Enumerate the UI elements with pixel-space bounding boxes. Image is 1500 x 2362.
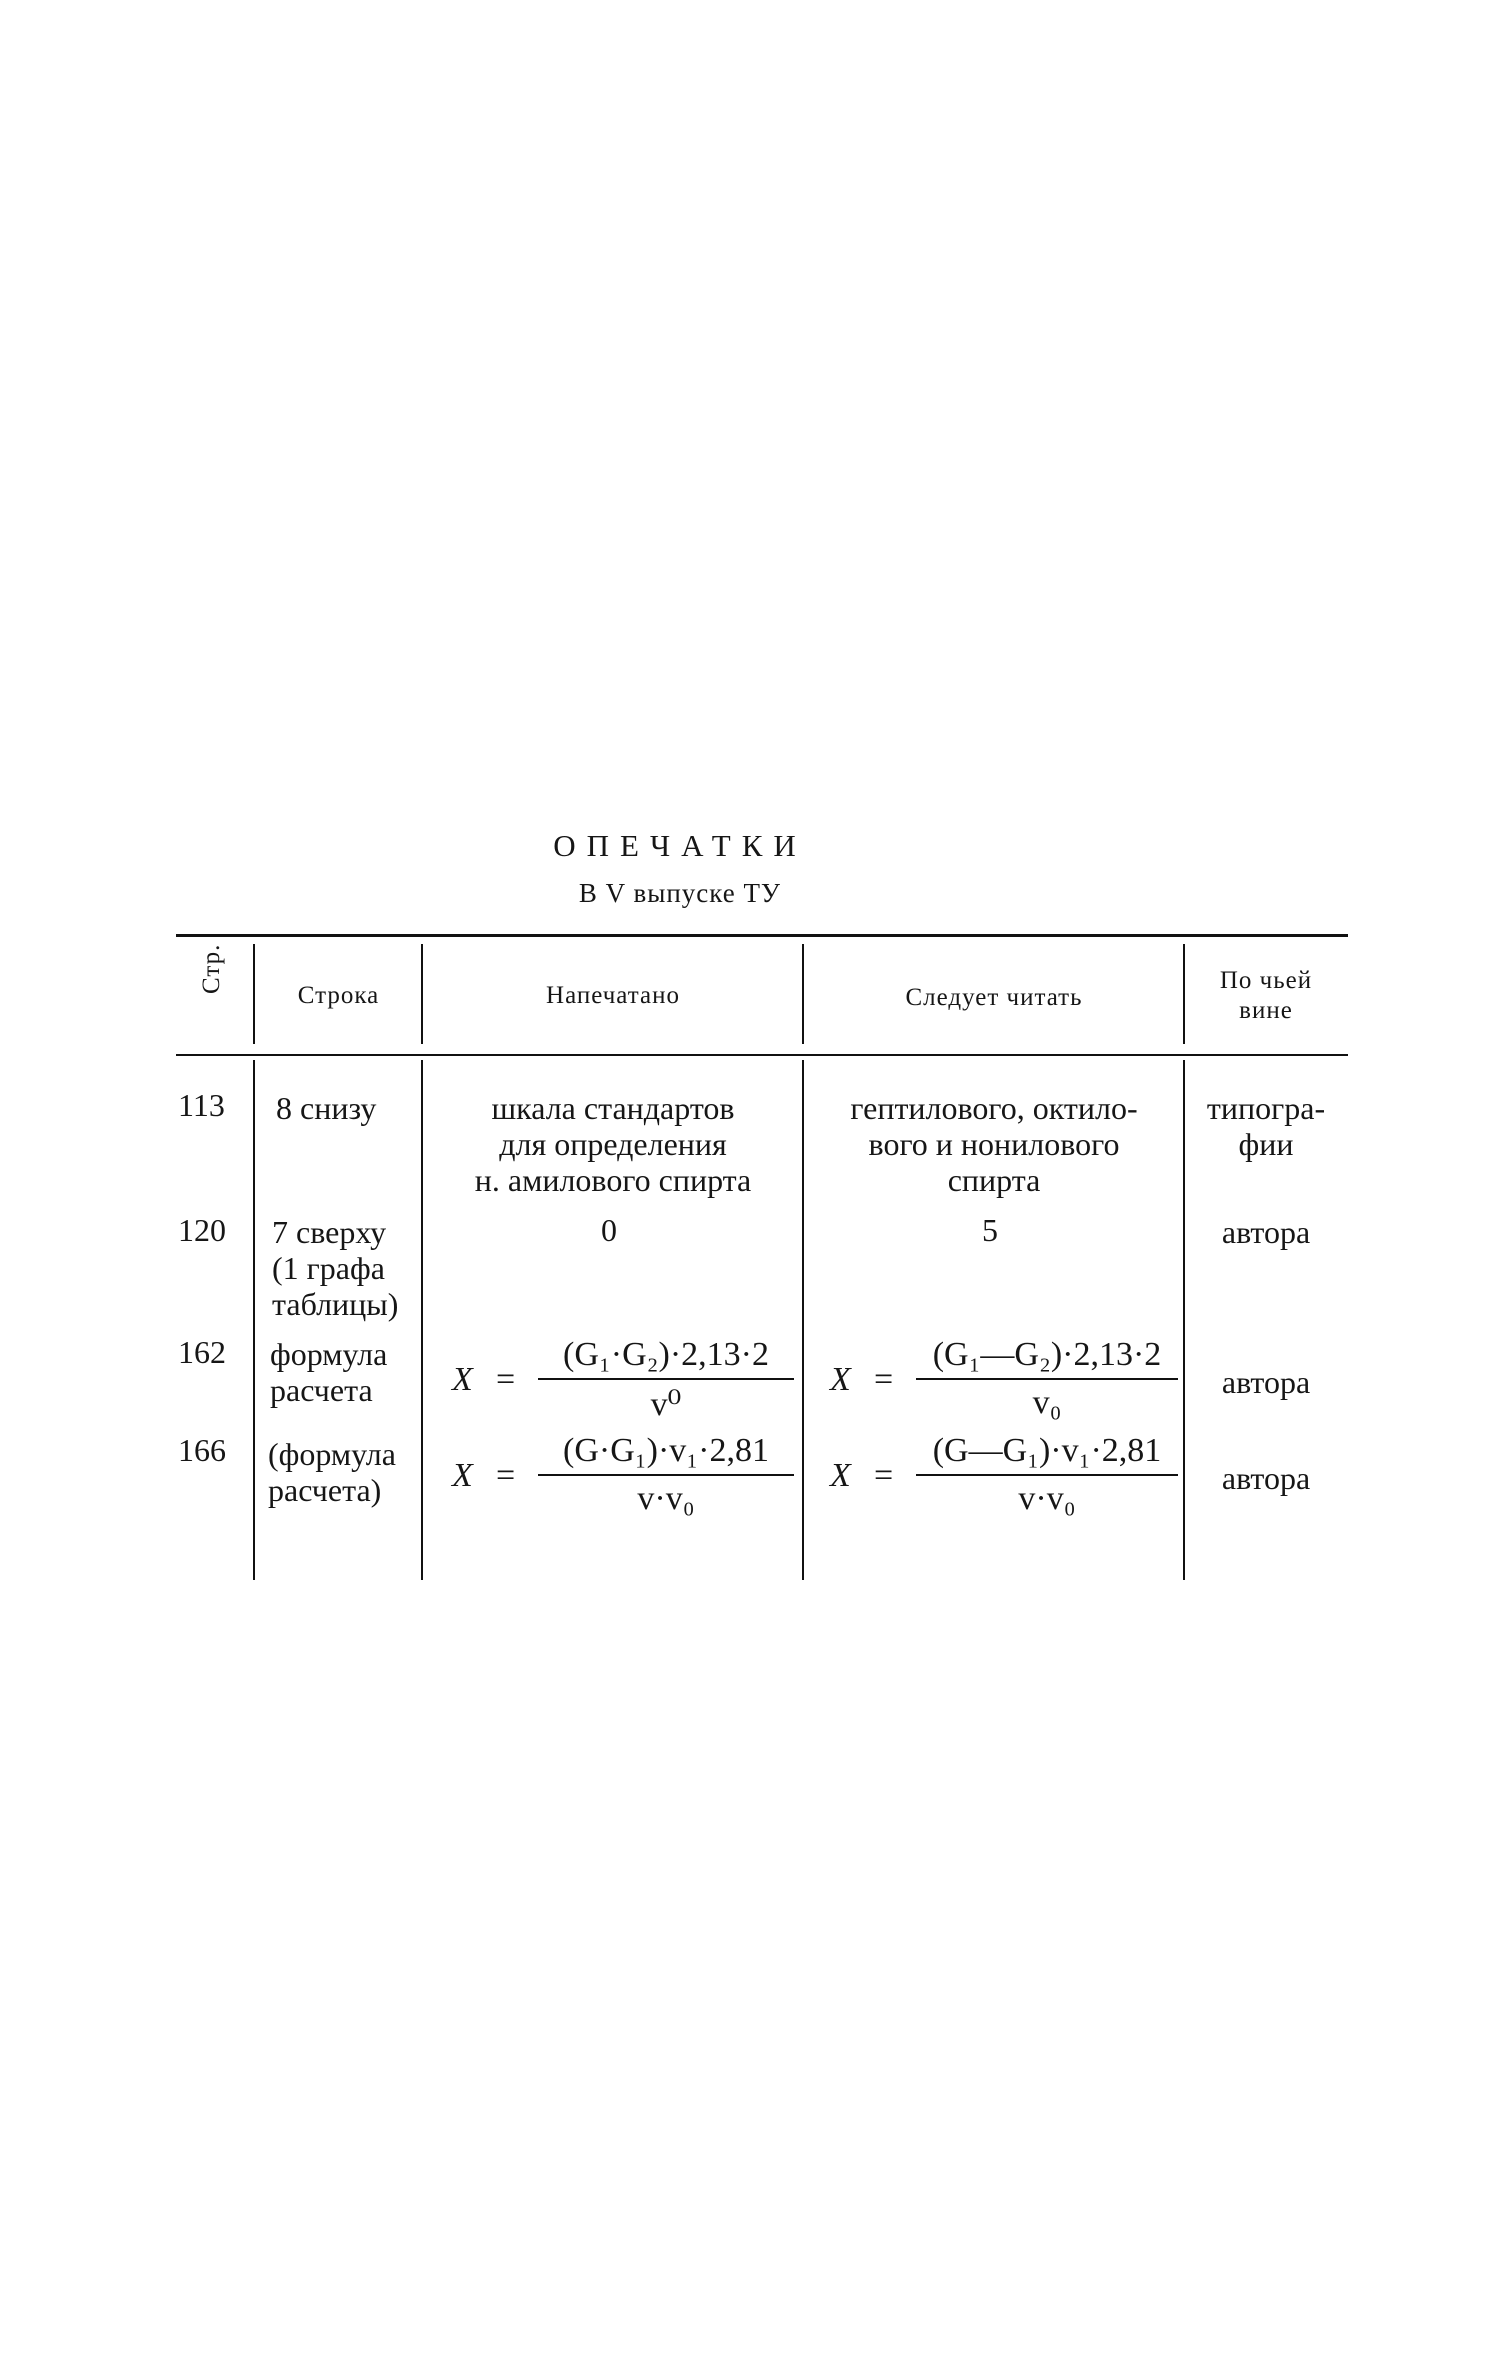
- row3-should-read-formula: [830, 1336, 1180, 1426]
- row4-should-read-formula: [830, 1432, 1180, 1522]
- row2-printed: 0: [601, 1212, 617, 1248]
- header-should-read: Следует читать: [905, 984, 1083, 1011]
- row2-fault: автора: [1221, 1214, 1311, 1250]
- row1-should-l3: спирта: [947, 1162, 1041, 1198]
- page-title: ОПЕЧАТКИ: [553, 828, 807, 863]
- row2-page: 120: [178, 1212, 226, 1248]
- formula-lhs: X: [452, 1361, 473, 1398]
- row4-line-l1: (формула: [268, 1436, 396, 1472]
- fraction-bar: [538, 1378, 794, 1380]
- row2-line-l1: 7 сверху: [272, 1214, 387, 1250]
- col-separator-4: [1183, 944, 1185, 1044]
- fraction-bar: [916, 1378, 1178, 1380]
- formula-numerator: (G—G₁)·v₁·2,81: [932, 1432, 1162, 1469]
- col-separator-2-body: [421, 1060, 423, 1580]
- col-separator-3-body: [802, 1060, 804, 1580]
- row2-should-read: 5: [982, 1212, 998, 1248]
- row1-should-l1: гептилового, октило-: [850, 1090, 1138, 1126]
- formula-denominator: v·v₀: [637, 1480, 695, 1517]
- row3-line-l2: расчета: [270, 1372, 373, 1408]
- row4-line-l2: расчета): [268, 1472, 382, 1508]
- row4-fault: автора: [1221, 1460, 1311, 1496]
- row1-should-read: [805, 1090, 1183, 1198]
- col-separator-1: [253, 944, 255, 1044]
- header-page: Стр.: [198, 943, 225, 994]
- page-subtitle: В V выпуске ТУ: [578, 878, 782, 908]
- formula-lhs: X: [830, 1361, 851, 1398]
- row1-printed-l2: для определения: [499, 1126, 727, 1162]
- header-fault: [1186, 966, 1346, 1026]
- row2-line: [272, 1214, 398, 1322]
- header-fault-line1: По чьей: [1219, 967, 1313, 994]
- row3-page: 162: [178, 1334, 226, 1370]
- formula-lhs: X: [452, 1457, 473, 1494]
- row4-printed-formula: [452, 1432, 802, 1522]
- header-line: Строка: [297, 982, 380, 1009]
- row4-line: [268, 1436, 396, 1508]
- formula-numerator: (G·G₁)·v₁·2,81: [563, 1432, 769, 1469]
- col-separator-2: [421, 944, 423, 1044]
- formula-eq: =: [496, 1457, 516, 1494]
- col-separator-1-body: [253, 1060, 255, 1580]
- formula-eq: =: [874, 1457, 894, 1494]
- formula-denominator: v·v₀: [1018, 1480, 1076, 1517]
- row2-line-l2: (1 графа: [272, 1250, 385, 1286]
- row1-printed-l1: шкала стандартов: [491, 1090, 735, 1126]
- row1-printed: [424, 1090, 802, 1198]
- row1-fault: [1186, 1090, 1346, 1162]
- col-separator-3: [802, 944, 804, 1044]
- table-top-rule: [176, 934, 1348, 937]
- formula-eq: =: [874, 1361, 894, 1398]
- row3-fault: автора: [1221, 1364, 1311, 1400]
- fraction-bar: [538, 1474, 794, 1476]
- row2-line-l3: таблицы): [272, 1286, 399, 1322]
- formula-numerator: (G₁—G₂)·2,13·2: [932, 1336, 1162, 1373]
- row1-line: 8 снизу: [276, 1090, 377, 1126]
- fraction-bar: [916, 1474, 1178, 1476]
- row1-fault-l1: типогра-: [1206, 1090, 1326, 1126]
- formula-numerator: (G₁·G₂)·2,13·2: [563, 1336, 769, 1373]
- formula-lhs: X: [830, 1457, 851, 1494]
- header-fault-line2: вине: [1239, 997, 1293, 1024]
- formula-denominator: v₀: [1032, 1384, 1062, 1421]
- row4-page: 166: [178, 1432, 226, 1468]
- row1-fault-l2: фии: [1238, 1126, 1294, 1162]
- header-printed: Напечатано: [546, 982, 680, 1009]
- row3-line: [270, 1336, 387, 1408]
- row1-should-l2: вого и нонилового: [868, 1126, 1120, 1162]
- col-separator-4-body: [1183, 1060, 1185, 1580]
- formula-denominator: v⁰: [650, 1386, 682, 1423]
- row3-printed-formula: [452, 1336, 802, 1426]
- row3-line-l1: формула: [270, 1336, 388, 1372]
- row1-page: 113: [178, 1087, 225, 1123]
- formula-eq: =: [496, 1361, 516, 1398]
- row1-printed-l3: н. амилового спирта: [474, 1162, 752, 1198]
- header-bottom-rule: [176, 1054, 1348, 1056]
